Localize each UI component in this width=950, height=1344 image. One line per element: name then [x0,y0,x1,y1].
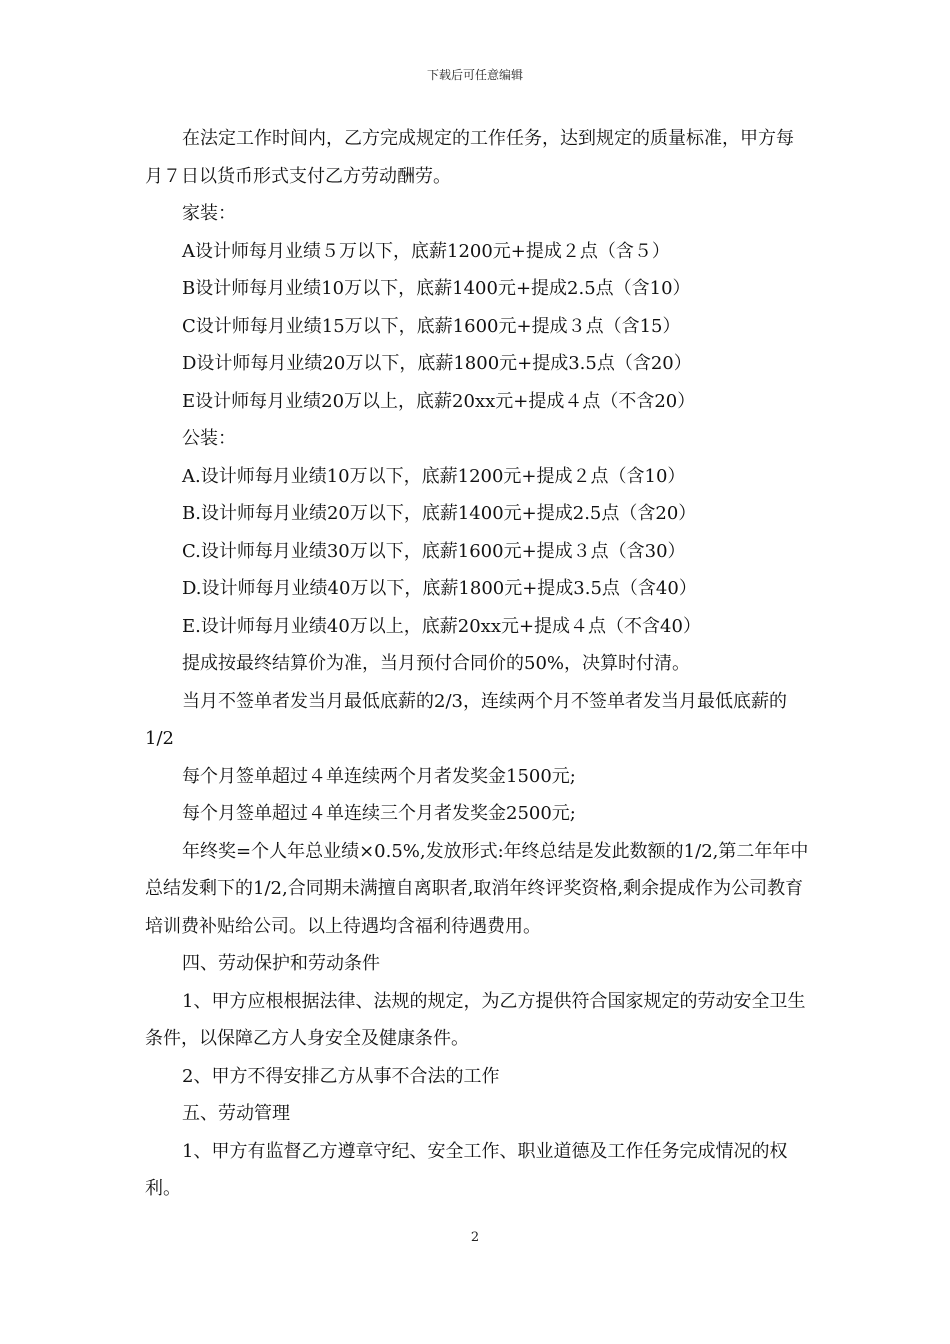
paragraph-supervision-rights: 1、甲方有监督乙方遵章守纪、安全工作、职业道德及工作任务完成情况的权利。 [145,1140,788,1199]
list-item: B.设计师每月业绩20万以下，底薪1400元+提成2.5点（含20） [182,503,697,524]
list-item: D.设计师每月业绩40万以下，底薪1800元+提成3.5点（含40） [182,578,697,599]
section-heading-labor-management: 五、劳动管理 [182,1103,290,1124]
paragraph-safety-conditions: 1、甲方应根根据法律、法规的规定，为乙方提供符合国家规定的劳动安全卫生条件，以保障乙方人身安全及健康条件。 [145,990,806,1049]
list-item: A.设计师每月业绩10万以下，底薪1200元+提成２点（含10） [182,465,686,487]
section-heading-labor-protection: 四、劳动保护和劳动条件 [182,953,380,974]
list-item: D设计师每月业绩20万以下，底薪1800元+提成3.5点（含20） [182,353,692,374]
page-header: 下载后可任意编辑 [426,68,523,82]
page-number: 2 [470,1230,480,1245]
paragraph-bonus-two-months: 每个月签单超过４单连续两个月者发奖金1500元; [182,765,576,787]
heading-home-decoration: 家装： [182,203,236,224]
heading-commercial-decoration: 公装： [182,428,236,449]
paragraph-salary-payment: 在法定工作时间内，乙方完成规定的工作任务，达到规定的质量标准，甲方每月７日以货币形式支付乙方劳动酬劳。 [145,128,794,187]
list-item: E.设计师每月业绩40万以上，底薪20xx元+提成４点（不含40） [182,615,701,637]
list-item: A设计师每月业绩５万以下，底薪1200元+提成２点（含５） [182,240,670,262]
list-item: C.设计师每月业绩30万以下，底薪1600元+提成３点（含30） [182,540,686,562]
paragraph-no-signing-rule: 当月不签单者发当月最低底薪的2/3，连续两个月不签单者发当月最低底薪的1/2 [145,690,787,749]
document-body [145,120,810,1208]
list-item: C设计师每月业绩15万以下，底薪1600元+提成３点（含15） [182,315,681,337]
list-item: E设计师每月业绩20万以上，底薪20xx元+提成４点（不含20） [182,390,696,412]
paragraph-commission-basis: 提成按最终结算价为准，当月预付合同价的50%，决算时付清。 [182,653,691,674]
paragraph-year-end-bonus: 年终奖=个人年总业绩×0.5%,发放形式:年终总结是发此数额的1/2,第二年年中总结发剩下的1/2,合同期未满擅自离职者,取消年终评奖资格,剩余提成作为公司教育培训费补贴给公司。以上待遇均含福利待遇费用。 [145,840,809,937]
list-item: B设计师每月业绩10万以下，底薪1400元+提成2.5点（含10） [182,278,691,299]
paragraph-no-illegal-work: 2、甲方不得安排乙方从事不合法的工作 [182,1065,500,1087]
paragraph-bonus-three-months: 每个月签单超过４单连续三个月者发奖金2500元; [182,803,576,824]
